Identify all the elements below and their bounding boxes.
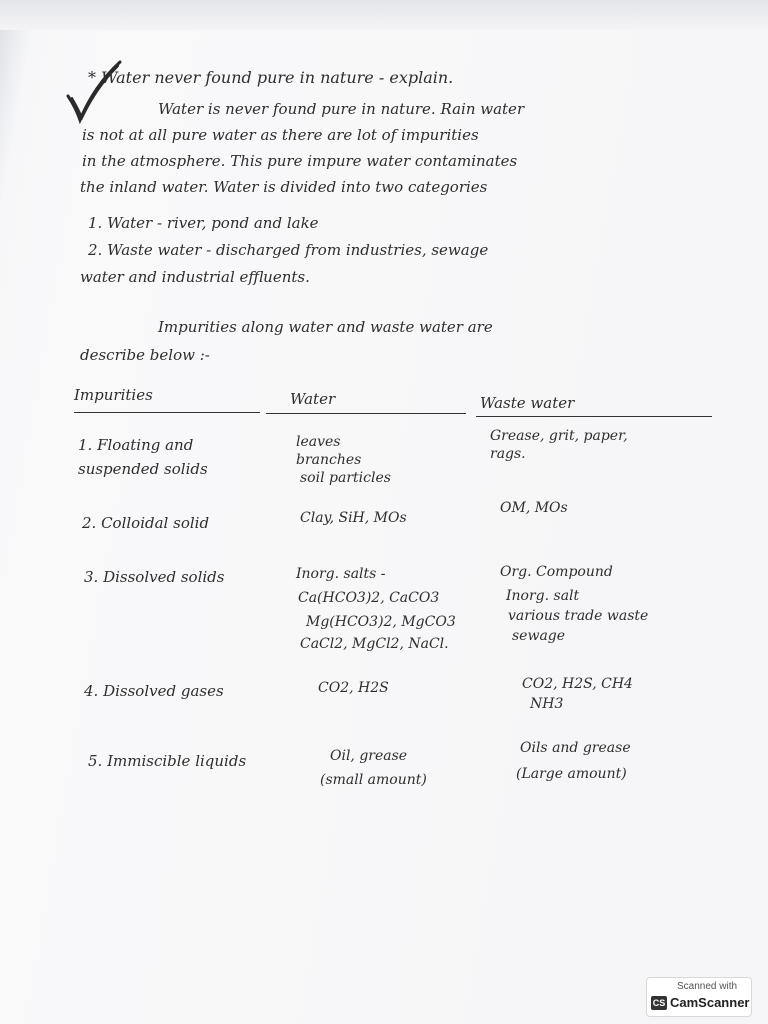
row-3-waste-line-1: Org. Compound [500, 564, 613, 580]
row-2-waste: OM, MOs [500, 500, 568, 516]
row-5-water-line-1: Oil, grease [330, 748, 408, 764]
row-1-waste-line-2: rags. [490, 446, 526, 462]
category-item-1: 1. Water - river, pond and lake [88, 214, 319, 232]
row-3-waste-line-3: various trade waste [508, 608, 649, 624]
row-1-water-line-3: soil particles [300, 470, 391, 486]
category-item-2-line-2: water and industrial effluents. [80, 268, 310, 286]
paragraph-line-2: is not at all pure water as there are lot of impurities [82, 126, 479, 144]
row-3-water-line-1: Inorg. salts - [296, 566, 386, 582]
category-item-2-line-1: 2. Waste water - discharged from industries, sewage [88, 241, 489, 259]
row-3-water-line-3: Mg(HCO3)2, MgCO3 [306, 614, 456, 630]
table-header-water: Water [290, 390, 336, 408]
row-3-impurity: 3. Dissolved solids [84, 568, 225, 586]
watermark-caption: Scanned with [677, 981, 738, 992]
table-header-impurities: Impurities [74, 386, 153, 404]
row-4-impurity: 4. Dissolved gases [84, 682, 224, 700]
row-5-impurity: 5. Immiscible liquids [88, 752, 247, 770]
header-rule-water [266, 413, 466, 414]
camscanner-logo-icon: CS [652, 998, 666, 1008]
row-3-waste-line-2: Inorg. salt [506, 588, 580, 604]
row-1-water-line-2: branches [296, 452, 362, 468]
paragraph-line-3: in the atmosphere. This pure impure water contaminates [82, 152, 518, 170]
paragraph-line-4: the inland water. Water is divided into two categories [80, 178, 488, 196]
row-1-impurity-line-2: suspended solids [78, 460, 208, 478]
header-rule-waste-water [476, 416, 712, 417]
row-3-waste-line-4: sewage [512, 628, 566, 644]
row-4-waste-line-2: NH3 [530, 696, 564, 712]
row-5-waste-line-1: Oils and grease [520, 740, 631, 756]
paragraph-line-1: Water is never found pure in nature. Rain water [158, 100, 525, 118]
row-5-waste-line-2: (Large amount) [516, 766, 627, 782]
row-1-impurity-line-1: 1. Floating and [78, 436, 194, 454]
table-header-waste-water: Waste water [480, 394, 575, 412]
row-2-impurity: 2. Colloidal solid [82, 514, 210, 532]
row-4-waste-line-1: CO2, H2S, CH4 [522, 676, 633, 692]
camscanner-watermark [646, 977, 752, 1017]
heading-question: * Water never found pure in nature - explain. [88, 68, 454, 87]
row-2-water: Clay, SiH, MOs [300, 510, 407, 526]
page-fold-shadow [0, 0, 768, 30]
row-5-water-line-2: (small amount) [320, 772, 427, 788]
row-3-water-line-4: CaCl2, MgCl2, NaCl. [300, 636, 449, 652]
header-rule-impurities [74, 412, 260, 413]
intro-line-2: describe below :- [80, 346, 210, 364]
row-1-waste-line-1: Grease, grit, paper, [490, 428, 628, 444]
row-4-water: CO2, H2S [318, 680, 389, 696]
row-1-water-line-1: leaves [296, 434, 341, 450]
row-3-water-line-2: Ca(HCO3)2, CaCO3 [298, 590, 440, 606]
watermark-brand: CamScanner [670, 995, 750, 1010]
intro-line-1: Impurities along water and waste water are [158, 318, 493, 336]
